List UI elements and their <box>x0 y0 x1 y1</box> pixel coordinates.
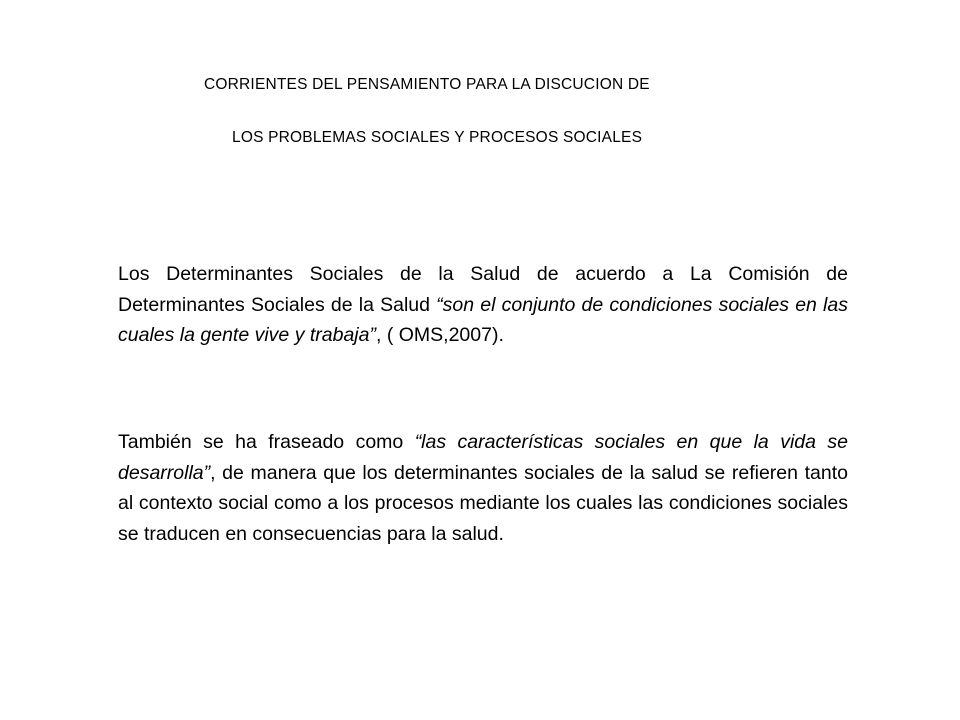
paragraph-2-body: , de manera que los determinantes sociales de la salud se refieren tanto al contexto social como a los procesos mediante los cuales las condiciones sociales se traducen en consecuencias para la salud. <box>118 461 848 545</box>
paragraph-1-citation: , ( OMS,2007). <box>375 324 504 346</box>
paragraph-1-quote: “son el conjunto de condiciones sociales en las cuales la gente vive y trabaja” <box>118 293 848 346</box>
paragraph-2-intro: También se ha fraseado como <box>118 431 415 453</box>
paragraph-1-intro: Los Determinantes Sociales de la Salud de acuerdo a La Comisión de Determinantes Sociales de la Salud <box>118 263 848 316</box>
slide-title-line-2: LOS PROBLEMAS SOCIALES Y PROCESOS SOCIALES <box>232 129 643 146</box>
slide-title-line-1: CORRIENTES DEL PENSAMIENTO PARA LA DISCUCION DE <box>204 76 650 93</box>
paragraph-2-quote: “las características sociales en que la vida se desarrolla” <box>118 431 848 484</box>
paragraph-determinants-definition <box>118 259 848 351</box>
paragraph-determinants-context <box>118 427 848 549</box>
